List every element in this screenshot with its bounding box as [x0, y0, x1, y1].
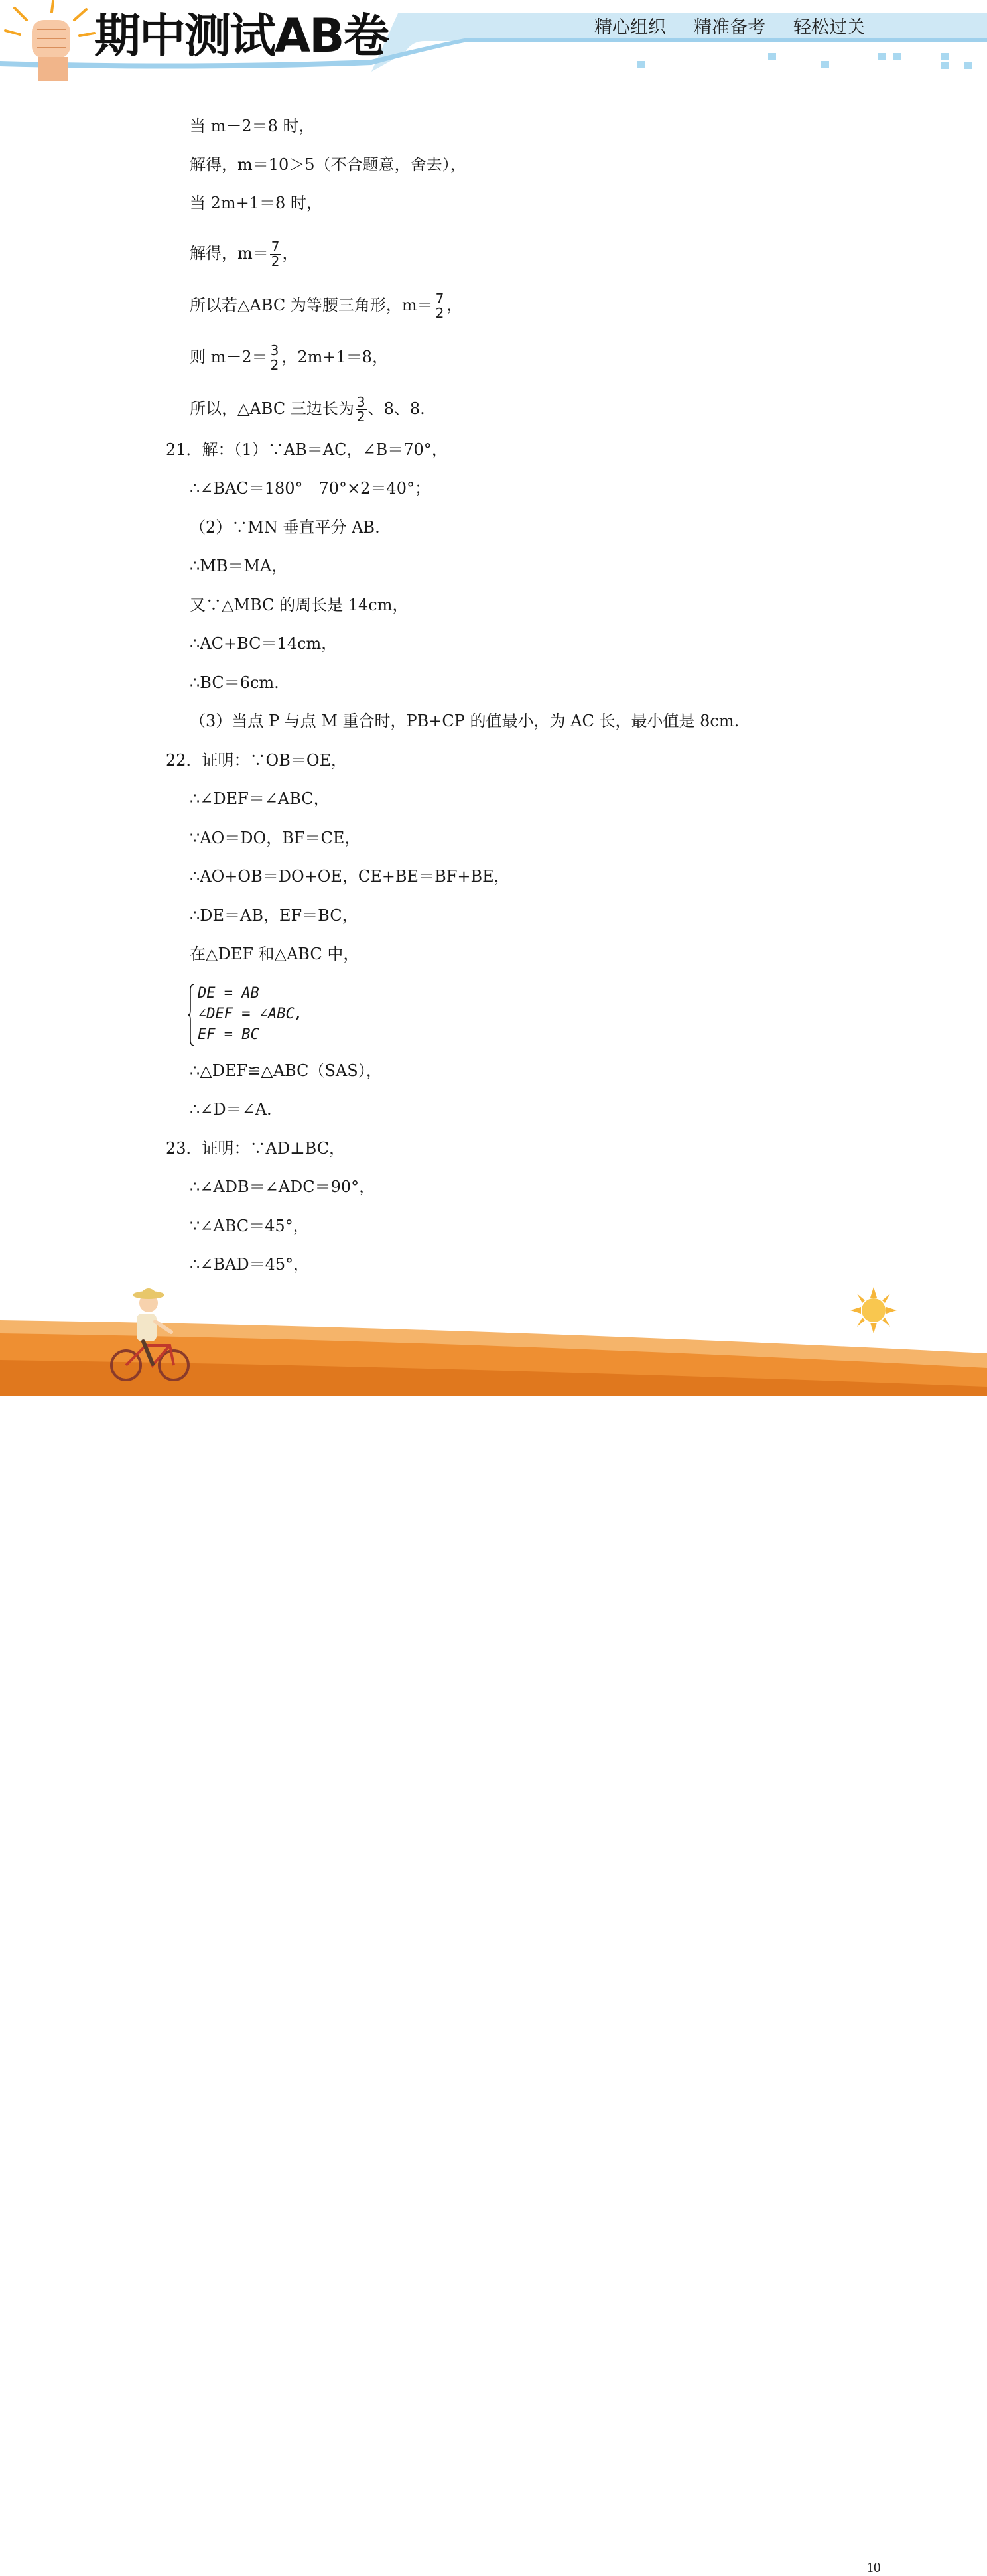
fraction-denominator: 2	[270, 357, 279, 373]
text-line: ∴∠BAC＝180°－70°×2＝40°；	[190, 479, 430, 498]
line-text: 所以，△ABC 三边长为	[190, 399, 354, 418]
text-line: 在△DEF 和△ABC 中，	[190, 945, 360, 963]
text-line: ∴∠ADB＝∠ADC＝90°，	[190, 1178, 375, 1196]
page-footer	[0, 1260, 987, 2575]
slogan-3: 轻松过关	[793, 17, 865, 38]
text-line: 当 m－2＝8 时，	[190, 117, 315, 135]
text-line: 又∵△MBC 的周长是 14cm，	[190, 596, 409, 614]
line-text: ，	[282, 244, 298, 263]
page-number: 10	[866, 2559, 881, 2575]
cyclist-icon	[106, 1272, 192, 1392]
text-line	[190, 344, 388, 372]
brace-icon	[188, 983, 195, 1047]
sun-icon	[850, 1287, 897, 1333]
line-text: ，	[446, 296, 463, 314]
fraction-numerator: 3	[270, 342, 279, 358]
page-header	[0, 0, 987, 93]
system-row: ∠DEF = ∠ABC,	[198, 1006, 303, 1022]
text-line: （2）∵MN 垂直平分 AB.	[190, 518, 380, 537]
text-line: ∵∠ABC＝45°，	[190, 1217, 309, 1235]
slogan-2: 精准备考	[694, 17, 765, 38]
text-line: 当 2m+1＝8 时，	[190, 194, 322, 212]
fraction-denominator: 2	[271, 253, 280, 269]
line-text: 则 m－2＝	[190, 348, 268, 366]
text-line: ∴∠DEF＝∠ABC，	[190, 789, 330, 808]
system-row: DE = AB	[198, 985, 259, 1002]
fraction-denominator: 2	[435, 305, 444, 321]
line-text: 解得，m＝	[190, 244, 269, 263]
fraction	[434, 292, 446, 320]
text-line	[190, 395, 425, 424]
fraction	[356, 395, 367, 424]
text-line: ∴BC＝6cm.	[190, 673, 279, 692]
text-line: ∴∠D＝∠A.	[190, 1100, 272, 1119]
text-line	[190, 240, 298, 269]
text-line: ∴AC+BC＝14cm，	[190, 634, 338, 653]
fraction	[269, 344, 281, 372]
fraction-numerator: 3	[356, 394, 365, 410]
line-text: ，2m+1＝8，	[281, 348, 389, 366]
equation-system	[190, 983, 303, 1045]
fraction-numerator: 7	[435, 291, 444, 306]
slogan-1: 精心组织	[594, 17, 666, 38]
text-line: ∴DE＝AB，EF＝BC，	[190, 906, 358, 925]
fraction-numerator: 7	[271, 239, 280, 255]
question-21-heading: 21．解：（1）∵AB＝AC，∠B＝70°，	[166, 441, 448, 459]
question-23-heading: 23．证明：∵AD⊥BC，	[166, 1139, 346, 1158]
system-row: EF = BC	[198, 1026, 259, 1043]
fraction-denominator: 2	[356, 409, 365, 425]
text-line: ∴∠BAD＝45°，	[190, 1255, 310, 1274]
text-line: ∵AO＝DO，BF＝CE，	[190, 829, 361, 847]
text-line: 解得，m＝10＞5（不合题意，舍去），	[190, 155, 466, 174]
fist-icon	[0, 0, 99, 86]
line-text: 、8、8.	[367, 399, 425, 418]
text-line: ∴AO+OB＝DO+OE，CE+BE＝BF+BE，	[190, 867, 510, 886]
line-text: 所以若△ABC 为等腰三角形，m＝	[190, 296, 433, 314]
text-line: （3）当点 P 与点 M 重合时，PB+CP 的值最小，为 AC 长，最小值是 8cm.	[190, 712, 740, 730]
question-22-heading: 22．证明：∵OB＝OE，	[166, 751, 348, 770]
fraction	[270, 240, 281, 269]
text-line: ∴MB＝MA，	[190, 557, 288, 575]
text-line: ∴△DEF≌△ABC（SAS），	[190, 1061, 382, 1080]
page-title: 期中测试AB卷	[94, 9, 389, 63]
text-line	[190, 292, 462, 320]
